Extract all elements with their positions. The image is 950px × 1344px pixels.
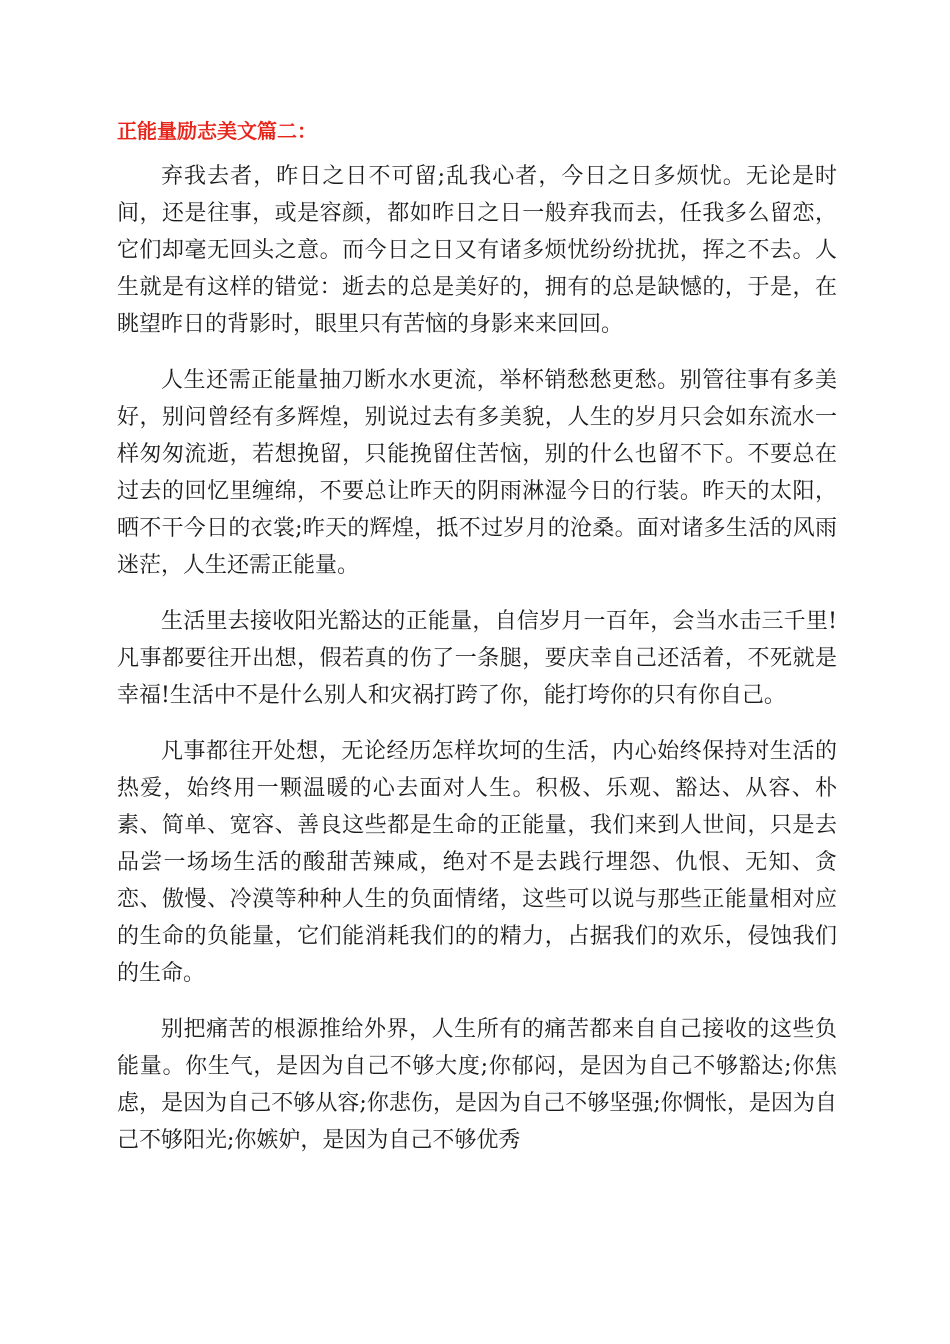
paragraph-3: 生活里去接收阳光豁达的正能量，自信岁月一百年，会当水击三千里!凡事都要往开出想，假若真的伤了一条腿，要庆幸自己还活着，不死就是幸福!生活中不是什么别人和灾祸打跨了你，能打垮你的只有你自己。	[117, 609, 837, 708]
paragraph-4: 凡事都往开处想，无论经历怎样坎坷的生活，内心始终保持对生活的热爱，始终用一颗温暖的心去面对人生。积极、乐观、豁达、从容、朴素、简单、宽容、善良这些都是生命的正能量，我们来到人世间，只是去品尝一场场生活的酸甜苦辣咸，绝对不是去践行埋怨、仇恨、无知、贪恋、傲慢、冷漠等种种人生的负面情绪，这些可以说与那些正能量相对应的生命的负能量，它们能消耗我们的的精力，占据我们的欢乐，侵蚀我们的生命。	[117, 739, 837, 986]
paragraph-5: 别把痛苦的根源推给外界，人生所有的痛苦都来自自己接收的这些负能量。你生气，是因为自己不够大度;你郁闷，是因为自己不够豁达;你焦虑，是因为自己不够从容;你悲伤，是因为自己不够坚强;你惆怅，是因为自己不够阳光;你嫉妒，是因为自己不够优秀	[117, 1017, 837, 1153]
paragraph-2: 人生还需正能量抽刀断水水更流，举杯销愁愁更愁。别管往事有多美好，别问曾经有多辉煌，别说过去有多美貌，人生的岁月只会如东流水一样匆匆流逝，若想挽留，只能挽留住苦恼，别的什么也留不下。不要总在过去的回忆里缠绵，不要总让昨天的阴雨淋湿今日的行装。昨天的太阳，晒不干今日的衣裳;昨天的辉煌，抵不过岁月的沧桑。面对诸多生活的风雨迷茫，人生还需正能量。	[117, 368, 837, 578]
paragraph-1: 弃我去者，昨日之日不可留;乱我心者，今日之日多烦忧。无论是时间，还是往事，或是容颜，都如昨日之日一般弃我而去，任我多么留恋，它们却毫无回头之意。而今日之日又有诸多烦忧纷纷扰扰，挥之不去。人生就是有这样的错觉：逝去的总是美好的，拥有的总是缺憾的，于是，在眺望昨日的背影时，眼里只有苦恼的身影来来回回。	[117, 164, 837, 337]
article-body	[117, 158, 837, 1178]
section-heading: 正能量励志美文篇二：	[117, 119, 317, 143]
